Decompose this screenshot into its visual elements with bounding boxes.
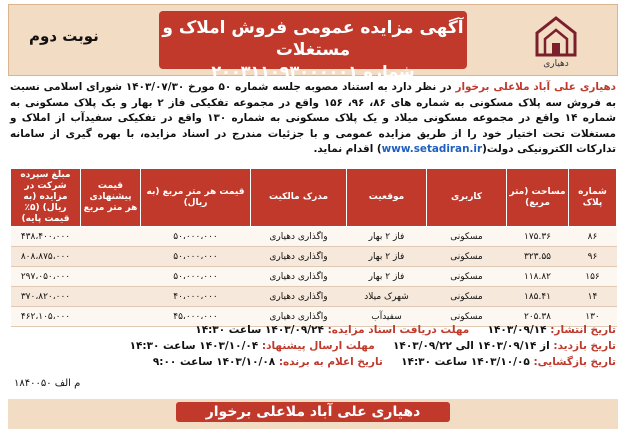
cell-usage: مسکونی <box>427 307 507 327</box>
publish-row <box>10 322 616 338</box>
header-offered-price: قیمت پیشنهادی هر متر مربع <box>81 169 141 227</box>
table-row <box>11 227 617 247</box>
cell-deposit: ۴۳۸،۴۰۰،۰۰۰ <box>11 227 81 247</box>
cell-plate: ۱۵۶ <box>569 267 617 287</box>
cell-deposit: ۲۹۷،۰۵۰،۰۰۰ <box>11 267 81 287</box>
cell-usage: مسکونی <box>427 247 507 267</box>
publish-value: ۱۴۰۳/۰۹/۱۴ <box>487 324 547 336</box>
title-bar <box>159 11 467 81</box>
logo <box>511 15 601 71</box>
properties-table <box>10 168 617 327</box>
opening-value: ۱۴۰۳/۱۰/۰۵ ساعت ۱۴:۳۰ <box>401 356 530 368</box>
cell-ownership: واگذاری دهیاری <box>251 267 347 287</box>
cell-location: فاز ۲ بهار <box>347 247 427 267</box>
cell-plate: ۸۶ <box>569 227 617 247</box>
cell-area: ۲۰۵.۳۸ <box>507 307 569 327</box>
opening-label: تاریخ بازگشایی: <box>533 356 616 368</box>
cell-usage: مسکونی <box>427 227 507 247</box>
cell-price: ۵۰،۰۰۰،۰۰۰ <box>141 267 251 287</box>
opening-row <box>10 354 616 370</box>
cell-offered <box>81 287 141 307</box>
cell-ownership: واگذاری دهیاری <box>251 227 347 247</box>
setadiran-link[interactable]: www.setadiran.ir <box>381 143 483 155</box>
cell-area: ۱۱۸.۸۲ <box>507 267 569 287</box>
cell-offered <box>81 227 141 247</box>
cell-deposit: ۸۰۸،۸۷۵،۰۰۰ <box>11 247 81 267</box>
page-title: آگهی مزایده عمومی فروش املاک و مستغلات <box>162 18 464 60</box>
intro-paragraph <box>10 80 616 158</box>
cell-usage: مسکونی <box>427 287 507 307</box>
cell-offered <box>81 267 141 287</box>
table-row <box>11 287 617 307</box>
cell-plate: ۱۳۰ <box>569 307 617 327</box>
header-deposit: مبلغ سپرده شرکت در مزایده (به ریال) (۵٪ قیمت پایه) <box>11 169 81 227</box>
cell-location: سفیدآب <box>347 307 427 327</box>
doc-deadline-label: مهلت دریافت اسناد مزایده: <box>327 324 470 336</box>
notice-code: م الف ۱۸۴۰۰۵۰ <box>14 378 81 389</box>
footer-organization: دهیاری علی آباد ملاعلی برخوار <box>176 402 451 422</box>
organization-emblem-icon <box>531 15 581 59</box>
cell-price: ۴۵،۰۰۰،۰۰۰ <box>141 307 251 327</box>
dates-section <box>10 322 616 370</box>
cell-location: شهرک میلاد <box>347 287 427 307</box>
header <box>8 4 618 81</box>
cell-ownership: واگذاری دهیاری <box>251 287 347 307</box>
cell-ownership: واگذاری دهیاری <box>251 307 347 327</box>
intro-text-3: ) اقدام نماید. <box>313 143 382 155</box>
table-header-row <box>11 169 617 227</box>
table-row <box>11 247 617 267</box>
cell-location: فاز ۲ بهار <box>347 227 427 247</box>
notice-number: شماره ۲۰۰۳۱۱۰۹۳۰۰۰۰۰۱ <box>211 62 415 81</box>
round-label: نوبت دوم <box>29 27 99 45</box>
cell-area: ۳۲۳.۵۵ <box>507 247 569 267</box>
bid-deadline-value: ۱۴۰۳/۱۰/۰۴ ساعت ۱۴:۳۰ <box>129 340 259 352</box>
organization-name: دهیاری علی آباد ملاعلی برخوار <box>455 81 617 93</box>
bid-deadline-label: مهلت ارسال پیشنهاد: <box>261 340 375 352</box>
cell-deposit: ۴۶۲،۱۰۵،۰۰۰ <box>11 307 81 327</box>
logo-caption: دهیاری <box>543 59 569 69</box>
announce-label: تاریخ اعلام به برنده: <box>278 356 383 368</box>
header-usage: کاربری <box>427 169 507 227</box>
cell-area: ۱۷۵.۳۶ <box>507 227 569 247</box>
cell-ownership: واگذاری دهیاری <box>251 247 347 267</box>
visit-value: از ۱۴۰۳/۰۹/۱۴ الی ۱۴۰۳/۰۹/۲۲ <box>393 340 550 352</box>
header-price-per-meter: قیمت هر متر مربع (به ریال) <box>141 169 251 227</box>
table-row <box>11 267 617 287</box>
cell-deposit: ۳۷۰،۸۲۰،۰۰۰ <box>11 287 81 307</box>
cell-price: ۵۰،۰۰۰،۰۰۰ <box>141 227 251 247</box>
visit-row <box>10 338 616 354</box>
header-plate-number: شماره پلاک <box>569 169 617 227</box>
cell-price: ۴۰،۰۰۰،۰۰۰ <box>141 287 251 307</box>
header-area: مساحت (متر مربع) <box>507 169 569 227</box>
cell-offered <box>81 247 141 267</box>
announce-value: ۱۴۰۳/۱۰/۰۸ ساعت ۹:۰۰ <box>152 356 276 368</box>
intro-text-1: در نظر دارد به استناد مصوبه جلسه شماره ۵۰ مورخ ۱۴۰۳/۰۷/۳۰ شورای اسلامی نسبت به <box>10 81 616 109</box>
publish-label: تاریخ انتشار: <box>550 324 616 336</box>
cell-plate: ۱۴ <box>569 287 617 307</box>
footer <box>8 399 618 429</box>
cell-usage: مسکونی <box>427 267 507 287</box>
cell-location: فاز ۲ بهار <box>347 267 427 287</box>
intro-text-2: فروش سه پلاک مسکونی به شماره های ۸۶، ۹۶، ۱۵۶ واقع در مجموعه تفکیکی فاز ۲ بهار و یک پلاک مسکونی به شماره ۱۴ واقع در مجموعه مسکونی میلاد و یک پلاک مسکونی به شماره ۱۳۰ واقع در تفکیکی سفیدآب از املاک و مستغلات تحت اختیار خود را از طریق مزایده عمومی و با جزئیات مندرج در اسناد مزایده، با بهره گیری از سامانه تدارکات الکترونیکی دولت( <box>10 96 616 155</box>
visit-label: تاریخ بازدید: <box>553 340 616 352</box>
header-ownership: مدرک مالکیت <box>251 169 347 227</box>
header-location: موقعیت <box>347 169 427 227</box>
doc-deadline-value: ۱۴۰۳/۰۹/۲۴ ساعت ۱۴:۳۰ <box>195 324 324 336</box>
cell-price: ۵۰،۰۰۰،۰۰۰ <box>141 247 251 267</box>
cell-plate: ۹۶ <box>569 247 617 267</box>
cell-area: ۱۸۵.۴۱ <box>507 287 569 307</box>
